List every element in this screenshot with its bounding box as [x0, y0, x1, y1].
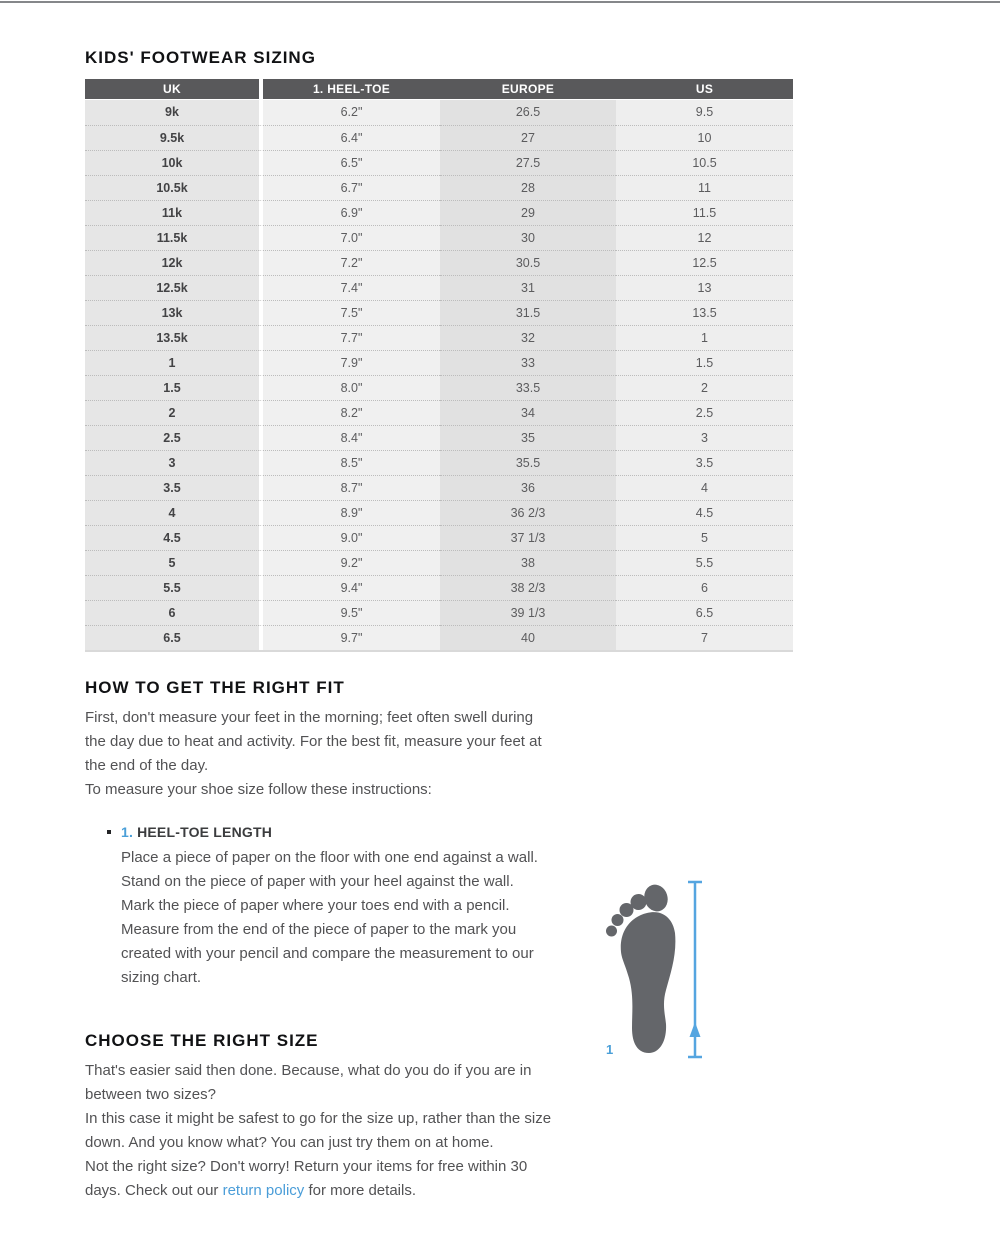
table-cell: 9.5" — [263, 600, 440, 625]
table-cell: 33 — [440, 350, 616, 375]
table-row — [85, 550, 793, 575]
table-cell: 27 — [440, 125, 616, 150]
page-top-divider — [0, 1, 1000, 3]
table-cell: 2 — [85, 400, 263, 425]
table-cell: 11.5k — [85, 225, 263, 250]
table-cell: 6.9" — [263, 200, 440, 225]
column-header-us: US — [616, 79, 793, 99]
table-cell: 38 2/3 — [440, 575, 616, 600]
table-cell: 33.5 — [440, 375, 616, 400]
table-cell: 4.5 — [85, 525, 263, 550]
table-cell: 8.9" — [263, 500, 440, 525]
table-cell: 10k — [85, 150, 263, 175]
table-cell: 10.5 — [616, 150, 793, 175]
table-cell: 7.7" — [263, 325, 440, 350]
table-cell: 30.5 — [440, 250, 616, 275]
table-cell: 8.0" — [263, 375, 440, 400]
table-cell: 8.7" — [263, 475, 440, 500]
table-cell: 9.0" — [263, 525, 440, 550]
table-cell: 1.5 — [616, 350, 793, 375]
table-cell: 3 — [616, 425, 793, 450]
howto-instructions: Place a piece of paper on the floor with one end against a wall. Stand on the piece of paper with your heel against the wall. Mark the piece of paper where your toes end with a pencil. Measure from the end of the piece of paper to the mark you created with your pencil and compare the measurement to our sizing chart. — [121, 849, 538, 986]
table-cell: 11k — [85, 200, 263, 225]
table-cell: 27.5 — [440, 150, 616, 175]
table-row — [85, 275, 793, 300]
table-row — [85, 300, 793, 325]
arrowhead-icon — [690, 1022, 701, 1037]
table-row — [85, 500, 793, 525]
table-cell: 7.2" — [263, 250, 440, 275]
choose-section-heading: CHOOSE THE RIGHT SIZE — [85, 1031, 319, 1050]
table-cell: 13.5 — [616, 300, 793, 325]
table-cell: 7 — [616, 625, 793, 650]
foot-measurement-figure — [593, 872, 713, 1064]
table-row — [85, 450, 793, 475]
column-header-heeltoe: 1. HEEL-TOE — [263, 79, 440, 99]
foot-icon — [593, 872, 713, 1064]
table-row — [85, 600, 793, 625]
table-row — [85, 475, 793, 500]
table-cell: 9.5 — [616, 100, 793, 125]
table-cell: 31 — [440, 275, 616, 300]
table-cell: 7.5" — [263, 300, 440, 325]
table-cell: 2.5 — [616, 400, 793, 425]
table-cell: 11.5 — [616, 200, 793, 225]
figure-step-label: 1 — [606, 1042, 614, 1057]
table-row — [85, 575, 793, 600]
table-row — [85, 425, 793, 450]
howto-item-label: HEEL-TOE LENGTH — [137, 824, 273, 840]
table-cell: 5 — [85, 550, 263, 575]
table-cell: 1.5 — [85, 375, 263, 400]
table-cell: 3.5 — [85, 475, 263, 500]
table-cell: 12.5k — [85, 275, 263, 300]
table-cell: 8.2" — [263, 400, 440, 425]
table-cell: 4 — [616, 475, 793, 500]
table-cell: 6 — [85, 600, 263, 625]
table-cell: 7.9" — [263, 350, 440, 375]
table-cell: 3.5 — [616, 450, 793, 475]
table-cell: 7.0" — [263, 225, 440, 250]
table-cell: 39 1/3 — [440, 600, 616, 625]
table-cell: 7.4" — [263, 275, 440, 300]
table-cell: 8.4" — [263, 425, 440, 450]
table-cell: 10.5k — [85, 175, 263, 200]
table-cell: 40 — [440, 625, 616, 650]
table-cell: 13 — [616, 275, 793, 300]
choose-section-text — [85, 1059, 625, 1203]
table-cell: 13k — [85, 300, 263, 325]
table-row — [85, 525, 793, 550]
table-row — [85, 150, 793, 175]
table-cell: 9k — [85, 100, 263, 125]
table-cell: 2.5 — [85, 425, 263, 450]
table-cell: 12.5 — [616, 250, 793, 275]
table-cell: 9.5k — [85, 125, 263, 150]
table-cell: 35 — [440, 425, 616, 450]
table-cell: 5.5 — [616, 550, 793, 575]
table-row — [85, 175, 793, 200]
table-cell: 6.4" — [263, 125, 440, 150]
table-cell: 9.2" — [263, 550, 440, 575]
column-header-uk: UK — [85, 79, 263, 99]
table-cell: 4 — [85, 500, 263, 525]
table-cell: 38 — [440, 550, 616, 575]
table-cell: 1 — [85, 350, 263, 375]
table-cell: 34 — [440, 400, 616, 425]
table-row — [85, 400, 793, 425]
table-cell: 32 — [440, 325, 616, 350]
table-row — [85, 250, 793, 275]
choose-text-lines: That's easier said then done. Because, what do you do if you are in between two sizes? In this case it might be safest to go for the size up, rather than the size down. And you know what? You can just try them on at home. Not the right size? Don't worry! Return your items for free within 30 — [85, 1062, 552, 1175]
page-title: KIDS' FOOTWEAR SIZING — [85, 48, 316, 67]
table-row — [85, 625, 793, 650]
table-cell: 6 — [616, 575, 793, 600]
table-cell: 36 — [440, 475, 616, 500]
table-cell: 13.5k — [85, 325, 263, 350]
table-row — [85, 375, 793, 400]
table-cell: 9.7" — [263, 625, 440, 650]
table-cell: 26.5 — [440, 100, 616, 125]
table-cell: 12 — [616, 225, 793, 250]
return-policy-link[interactable]: return policy — [222, 1182, 305, 1199]
table-cell: 9.4" — [263, 575, 440, 600]
table-cell: 1 — [616, 325, 793, 350]
table-row — [85, 125, 793, 150]
table-header-row — [85, 79, 793, 100]
table-cell: 10 — [616, 125, 793, 150]
table-cell: 31.5 — [440, 300, 616, 325]
table-cell: 2 — [616, 375, 793, 400]
table-cell: 30 — [440, 225, 616, 250]
table-cell: 37 1/3 — [440, 525, 616, 550]
table-row — [85, 225, 793, 250]
choose-last-line-prefix: days. Check out our — [85, 1182, 223, 1199]
table-cell: 6.5 — [616, 600, 793, 625]
table-cell: 6.2" — [263, 100, 440, 125]
table-cell: 4.5 — [616, 500, 793, 525]
table-cell: 28 — [440, 175, 616, 200]
table-cell: 3 — [85, 450, 263, 475]
sizing-table — [85, 79, 793, 652]
table-row — [85, 325, 793, 350]
table-row — [85, 200, 793, 225]
table-cell: 6.7" — [263, 175, 440, 200]
table-cell: 6.5" — [263, 150, 440, 175]
table-cell: 5.5 — [85, 575, 263, 600]
table-cell: 8.5" — [263, 450, 440, 475]
square-bullet-icon — [107, 830, 111, 834]
table-cell: 5 — [616, 525, 793, 550]
table-row — [85, 100, 793, 125]
table-cell: 11 — [616, 175, 793, 200]
table-cell: 36 2/3 — [440, 500, 616, 525]
column-header-europe: EUROPE — [440, 79, 616, 99]
howto-item-title — [121, 823, 538, 841]
table-row — [85, 350, 793, 375]
table-cell: 35.5 — [440, 450, 616, 475]
table-cell: 6.5 — [85, 625, 263, 650]
choose-last-line-suffix: for more details. — [304, 1182, 416, 1199]
table-cell: 29 — [440, 200, 616, 225]
fit-intro-text: First, don't measure your feet in the morning; feet often swell during the day due to heat and activity. For the best fit, measure your feet at the end of the day. To measure your shoe size follow these instructions: — [85, 709, 542, 798]
table-cell: 12k — [85, 250, 263, 275]
sizing-table-body — [85, 100, 793, 650]
fit-section-heading: HOW TO GET THE RIGHT FIT — [85, 678, 345, 697]
howto-item-number: 1. — [121, 824, 134, 840]
